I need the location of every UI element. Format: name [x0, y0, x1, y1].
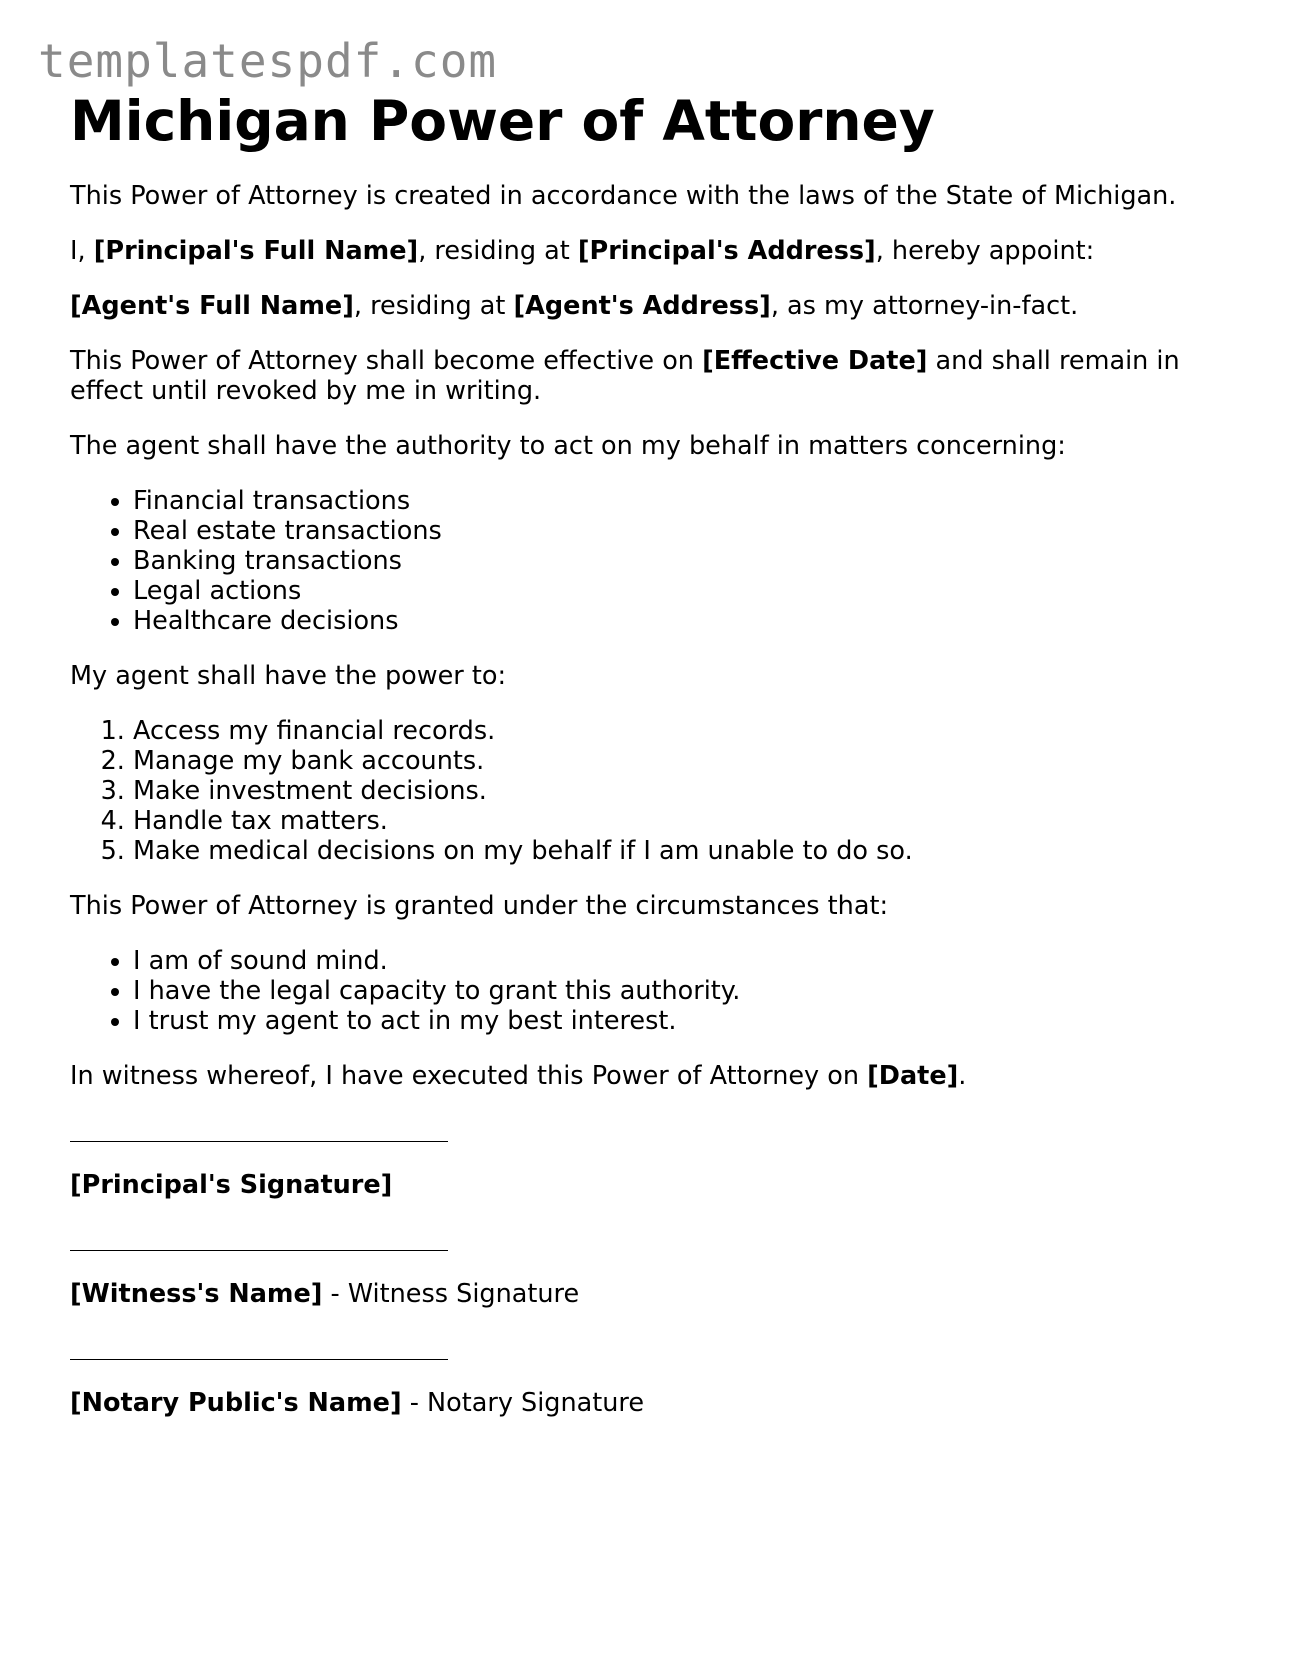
list-item: 4. Handle tax matters.	[133, 806, 1220, 836]
authority-intro: The agent shall have the authority to act on my behalf in matters concerning:	[70, 431, 1066, 461]
effective-prefix: This Power of Attorney shall become effective on	[70, 346, 703, 376]
execution-date-placeholder: [Date]	[867, 1061, 959, 1091]
witness-clause-suffix: .	[958, 1061, 967, 1091]
agent-name-placeholder: [Agent's Full Name]	[70, 291, 354, 321]
list-item: • I have the legal capacity to grant this authority.	[133, 976, 1220, 1006]
document-title: Michigan Power of Attorney	[70, 89, 935, 153]
document-body	[70, 88, 1220, 1418]
circumstances-list	[70, 946, 1220, 1036]
principal-signature-placeholder: [Principal's Signature]	[70, 1170, 393, 1200]
witness-clause-prefix: In witness whereof, I have executed this Power of Attorney on	[70, 1061, 868, 1091]
list-item: 3. Make investment decisions.	[133, 776, 1220, 806]
witness-clause	[70, 1061, 1220, 1091]
principal-name-placeholder: [Principal's Full Name]	[93, 236, 419, 266]
list-item: • Banking transactions	[133, 546, 1220, 576]
powers-list	[70, 716, 1220, 866]
list-item: • Financial transactions	[133, 486, 1220, 516]
intro-paragraph: This Power of Attorney is created in accordance with the laws of the State of Michigan.	[70, 181, 1177, 211]
circumstances-intro: This Power of Attorney is granted under the circumstances that:	[70, 891, 889, 921]
effective-suffix: and shall remain in effect until revoked by me in writing.	[70, 346, 1180, 406]
principal-address-placeholder: [Principal's Address]	[577, 236, 876, 266]
notary-signature-suffix: - Notary Signature	[401, 1388, 645, 1418]
witness-signature-suffix: - Witness Signature	[322, 1279, 580, 1309]
appointment-prefix: I,	[70, 236, 94, 266]
list-item: • Real estate transactions	[133, 516, 1220, 546]
principal-signature-line	[70, 1141, 448, 1142]
list-item: • Legal actions	[133, 576, 1220, 606]
notary-name-placeholder: [Notary Public's Name]	[70, 1388, 402, 1418]
effective-paragraph	[70, 346, 1220, 406]
powers-intro: My agent shall have the power to:	[70, 661, 507, 691]
notary-signature-label	[70, 1388, 1220, 1418]
list-item: • I am of sound mind.	[133, 946, 1220, 976]
witness-signature-line	[70, 1250, 448, 1251]
signature-block	[70, 1141, 1220, 1418]
principal-signature-label	[70, 1170, 1220, 1200]
effective-date-placeholder: [Effective Date]	[702, 346, 928, 376]
agent-residing: , residing at	[353, 291, 514, 321]
authority-list	[70, 486, 1220, 636]
notary-signature-line	[70, 1359, 448, 1360]
agent-address-placeholder: [Agent's Address]	[513, 291, 771, 321]
list-item: • Healthcare decisions	[133, 606, 1220, 636]
appointment-paragraph	[70, 236, 1220, 266]
list-item: • I trust my agent to act in my best interest.	[133, 1006, 1220, 1036]
list-item: 1. Access my financial records.	[133, 716, 1220, 746]
agent-suffix: , as my attorney-in-fact.	[770, 291, 1079, 321]
witness-name-placeholder: [Witness's Name]	[70, 1279, 323, 1309]
agent-paragraph	[70, 291, 1220, 321]
appointment-suffix: , hereby appoint:	[875, 236, 1095, 266]
list-item: 2. Manage my bank accounts.	[133, 746, 1220, 776]
watermark: templatespdf.com	[38, 34, 498, 88]
witness-signature-label	[70, 1279, 1220, 1309]
appointment-residing: , residing at	[418, 236, 578, 266]
list-item: 5. Make medical decisions on my behalf if I am unable to do so.	[133, 836, 1220, 866]
